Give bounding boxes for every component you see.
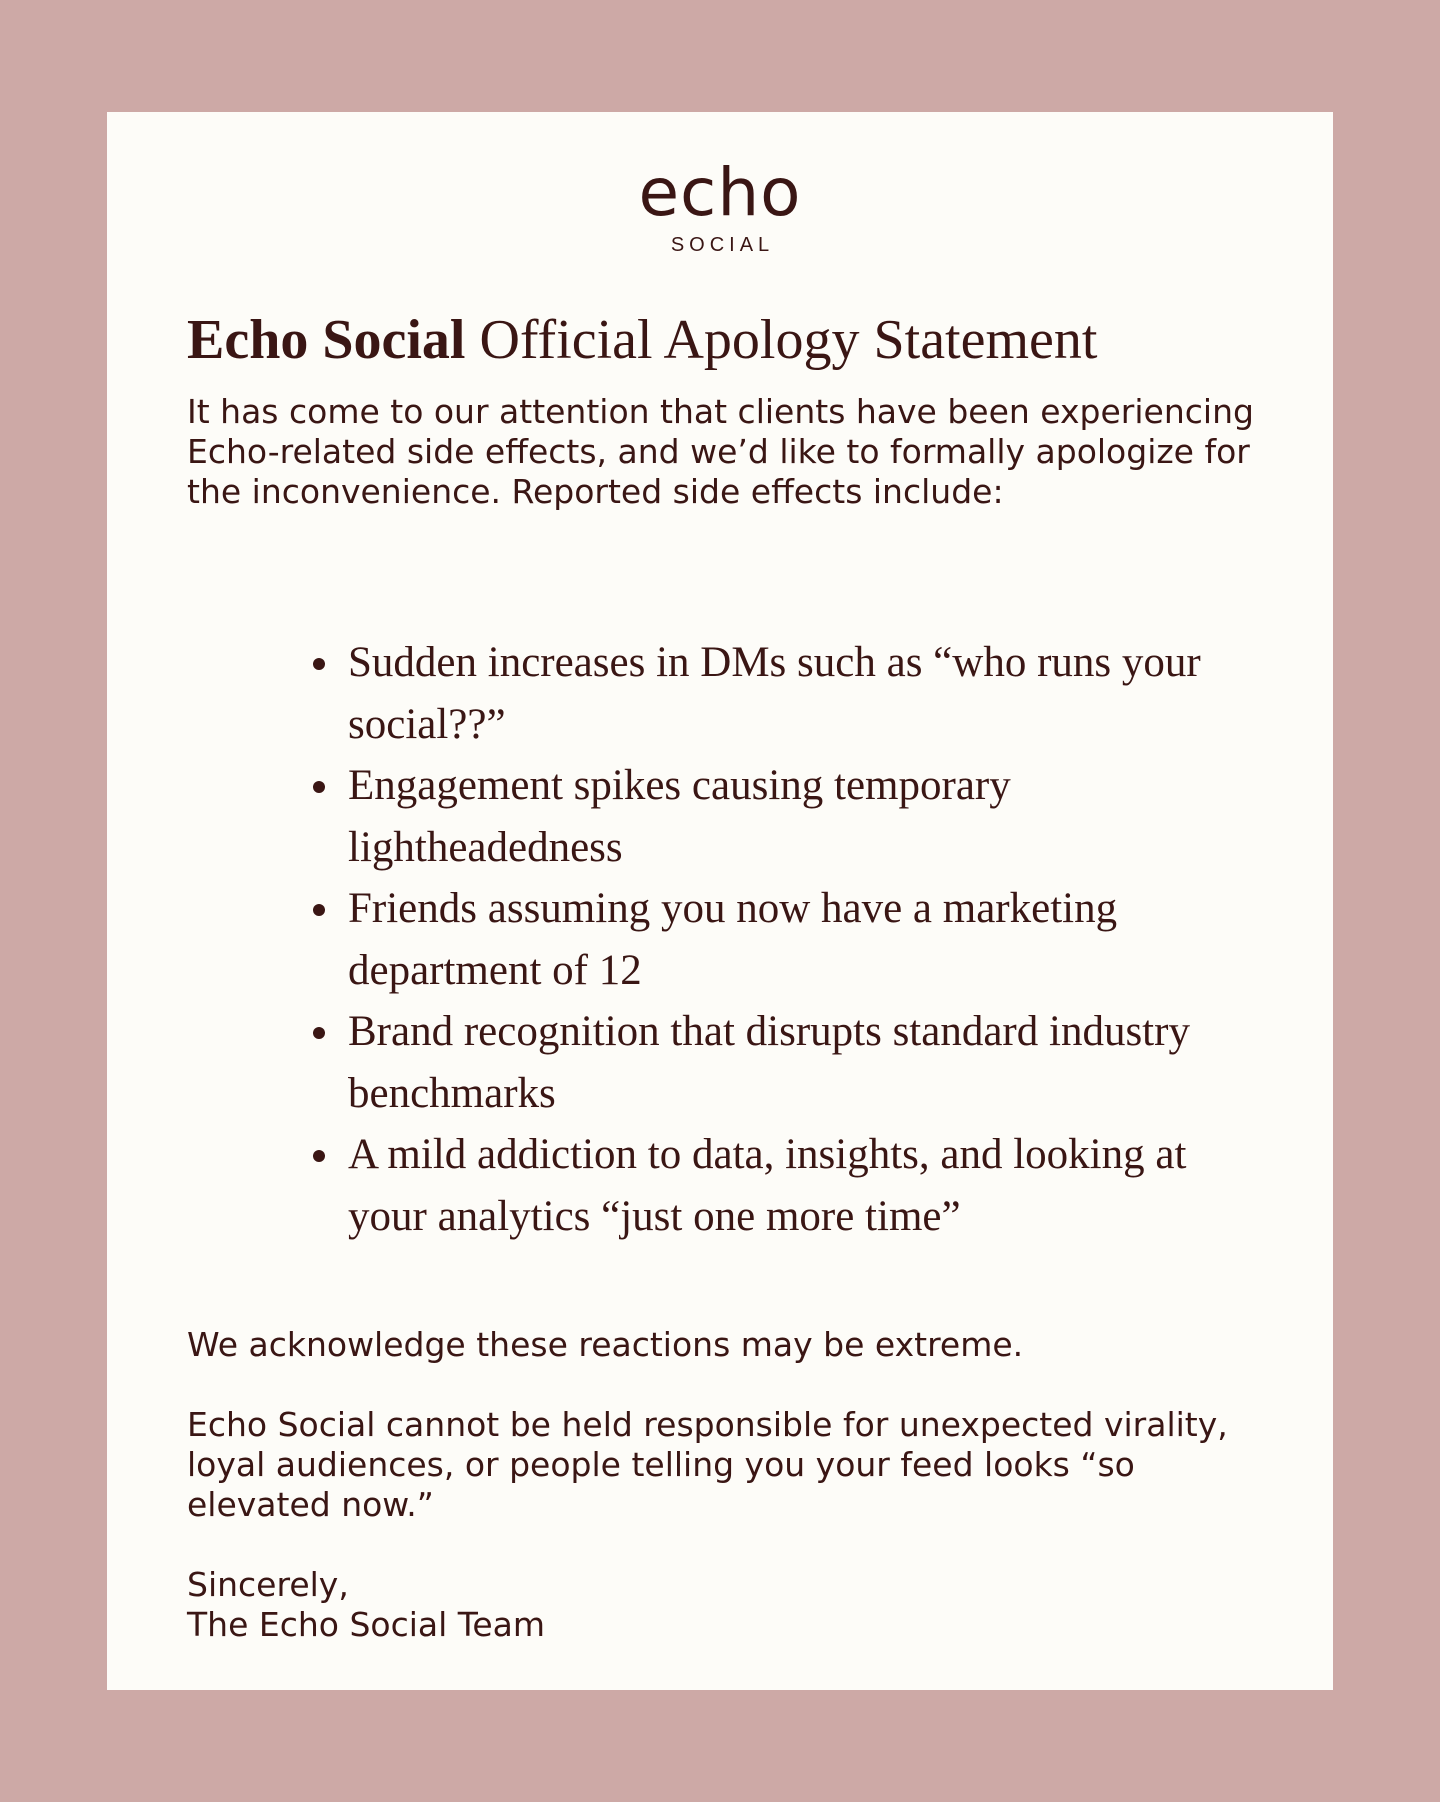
brand-subtitle: SOCIAL xyxy=(670,234,775,256)
side-effects-list xyxy=(310,632,1244,1247)
page-title xyxy=(187,310,1097,372)
list-item: • Engagement spikes causing temporary lightheadedness xyxy=(344,755,1244,878)
brand-logo xyxy=(0,154,1440,257)
title-brand: Echo Social xyxy=(187,309,466,371)
list-item: • Friends assuming you now have a marketing department of 12 xyxy=(344,878,1244,1001)
signoff-closing: Sincerely, xyxy=(187,1565,349,1604)
list-item: • Sudden increases in DMs such as “who runs your social??” xyxy=(344,632,1244,755)
title-text: Official Apology Statement xyxy=(479,309,1098,371)
brand-name: echo xyxy=(638,154,802,231)
disclaimer-paragraph: Echo Social cannot be held responsible for unexpected virality, loyal audiences, or people telling you your feed looks “so elevated now.” xyxy=(187,1405,1228,1524)
signoff-signature: The Echo Social Team xyxy=(187,1605,546,1644)
signoff xyxy=(187,1565,1267,1645)
acknowledgement-paragraph: We acknowledge these reactions may be extreme. xyxy=(187,1325,1024,1364)
list-item: • Brand recognition that disrupts standard industry benchmarks xyxy=(344,1001,1244,1124)
intro-paragraph: It has come to our attention that clients have been experiencing Echo-related side effects, and we’d like to formally apologize for the inconvenience. Reported side effects include: xyxy=(187,392,1254,511)
list-item: • A mild addiction to data, insights, and looking at your analytics “just one more time” xyxy=(344,1124,1244,1247)
